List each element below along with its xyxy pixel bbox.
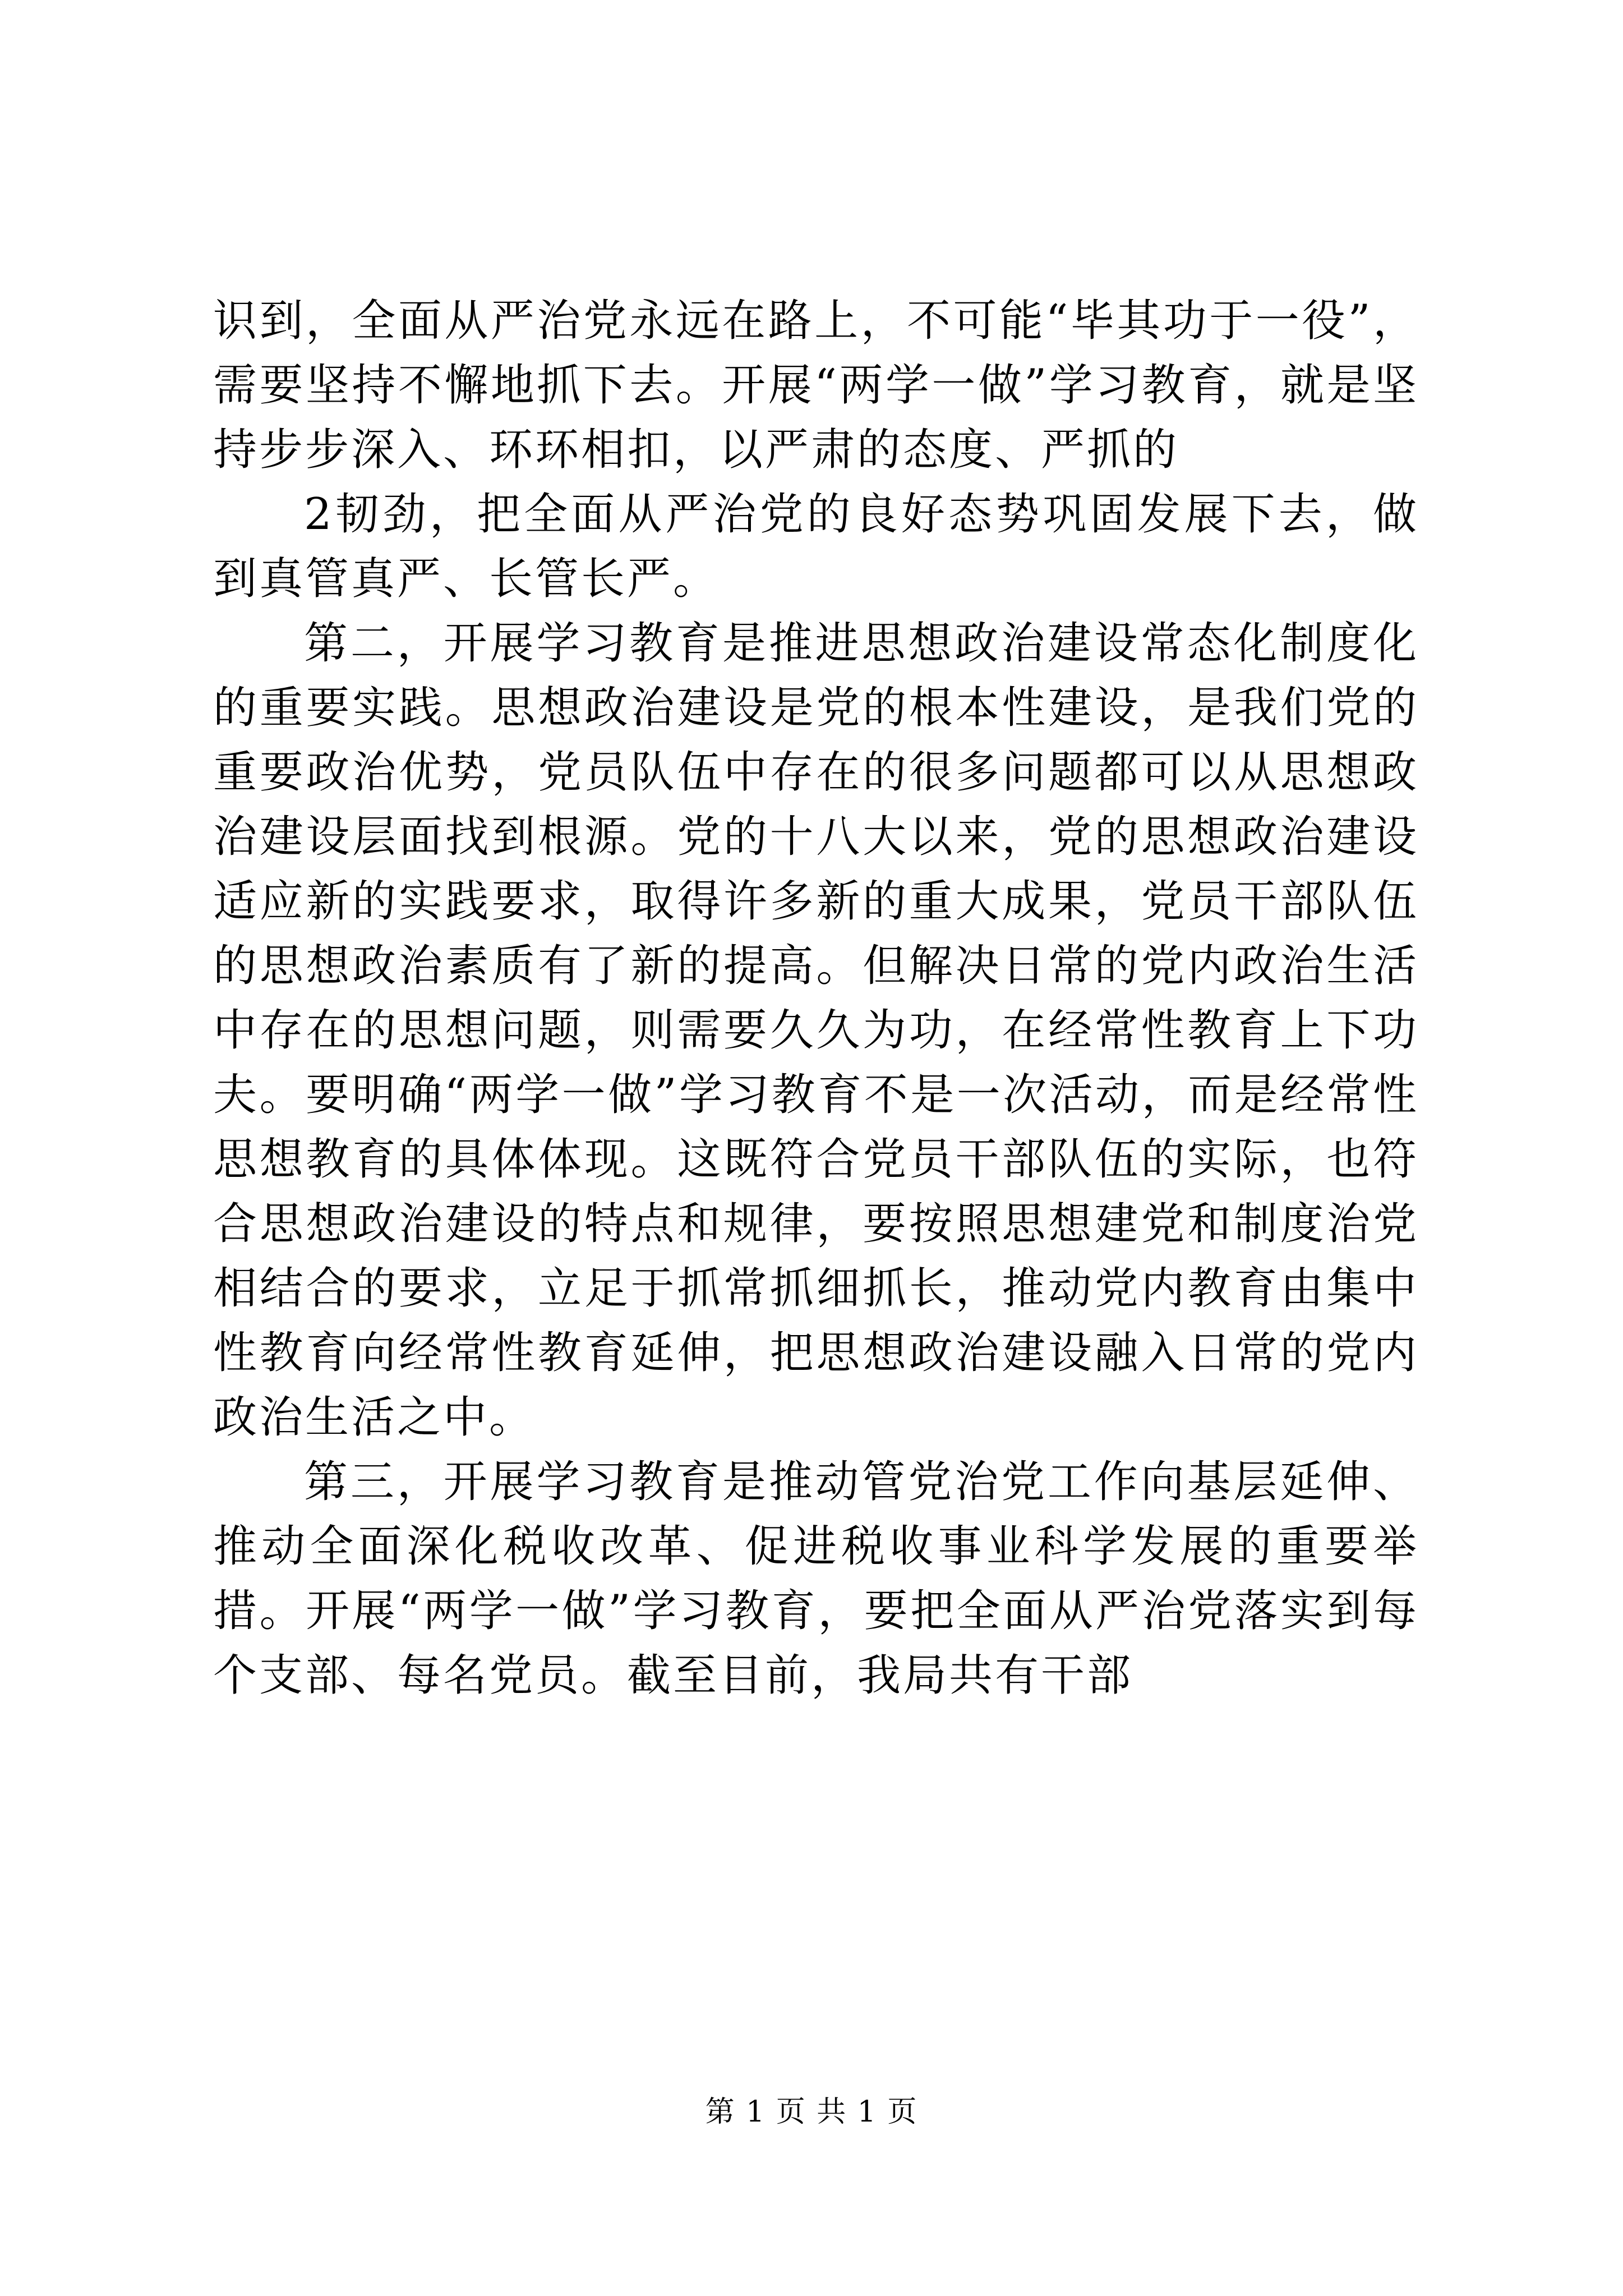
page-footer: 第 1 页 共 1 页 [705,2095,918,2129]
paragraph-second-point: 第二，开展学习教育是推进思想政治建设常态化制度化的重要实践。思想政治建设是党的根本性建设，是我们党的重要政治优势，党员队伍中存在的很多问题都可以从思想政治建设层面找到根源。党的十八大以来，党的思想政治建设适应新的实践要求，取得许多新的重大成果，党员干部队伍的思想政治素质有了新的提高。但解决日常的党内政治生活中存在的思想问题，则需要久久为功，在经常性教育上下功夫。要明确“两学一做”学习教育不是一次活动，而是经常性思想教育的具体体现。这既符合党员干部队伍的实际，也符合思想政治建设的特点和规律，要按照思想建党和制度治党相结合的要求，立足于抓常抓细抓长，推动党内教育由集中性教育向经常性教育延伸，把思想政治建设融入日常的党内政治生活之中。 [213,618,1419,1443]
document-body [213,289,1419,1708]
paragraph-resilience: 2韧劲，把全面从严治党的良好态势巩固发展下去，做到真管真严、长管长严。 [213,489,1419,604]
paragraph-continuation: 识到，全面从严治党永远在路上，不可能“毕其功于一役”，需要坚持不懈地抓下去。开展“两学一做”学习教育，就是坚持步步深入、环环相扣，以严肃的态度、严抓的 [213,296,1419,475]
paragraph-third-point: 第三，开展学习教育是推动管党治党工作向基层延伸、推动全面深化税收改革、促进税收事业科学发展的重要举措。开展“两学一做”学习教育，要把全面从严治党落实到每个支部、每名党员。截至目前，我局共有干部 [213,1457,1419,1701]
